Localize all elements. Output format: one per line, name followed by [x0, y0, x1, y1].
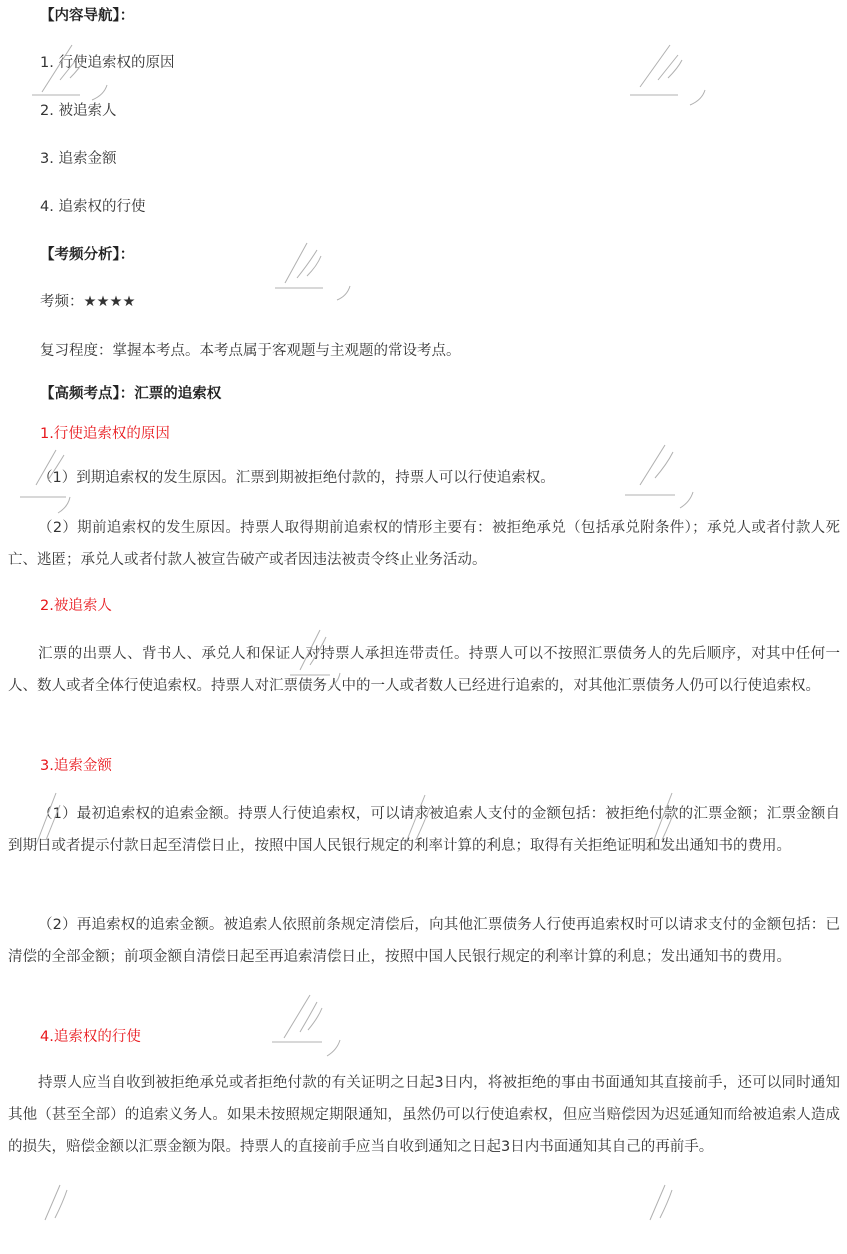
- topic-heading: 【高频考点】：汇票的追索权: [40, 386, 222, 402]
- section-3-paragraph-2: （2）再追索权的追索金额。被追索人依照前条规定清偿后，向其他汇票债务人行使再追索权时可以请求支付的金额包括：已清偿的全部金额；前项金额自清偿日起至再追索清偿日止，按照中国人民银行规定的利率计算的利息；发出通知书的费用。: [8, 917, 840, 965]
- nav-item-2: 2. 被追索人: [40, 103, 117, 119]
- analysis-heading: 【考频分析】：: [40, 247, 135, 263]
- review-level: 复习程度：掌握本考点。本考点属于客观题与主观题的常设考点。: [40, 343, 461, 359]
- section-title-2: 2.被追索人: [40, 598, 112, 614]
- nav-item-1: 1. 行使追索权的原因: [40, 55, 175, 71]
- watermark-icon: [272, 990, 362, 1060]
- watermark-icon: [630, 40, 720, 110]
- watermark-icon: [32, 40, 122, 110]
- section-4-paragraph-1: 持票人应当自收到被拒绝承兑或者拒绝付款的有关证明之日起3日内，将被拒绝的事由书面通知其直接前手，还可以同时通知其他（甚至全部）的追索义务人。如果未按照规定期限通知，虽然仍可以行使追索权，但应当赔偿因为迟延通知而给被追索人造成的损失，赔偿金额以汇票金额为限。持票人的直接前手应当自收到通知之日起3日内书面通知其自己的再前手。: [8, 1075, 840, 1155]
- section-title-3: 3.追索金额: [40, 758, 112, 774]
- section-title-1: 1.行使追索权的原因: [40, 426, 170, 442]
- watermark-icon: [275, 238, 365, 308]
- section-title-4: 4.追索权的行使: [40, 1029, 141, 1045]
- frequency-rating: 考频：★★★★: [40, 294, 136, 310]
- nav-heading: 【内容导航】：: [40, 8, 135, 24]
- nav-item-3: 3. 追索金额: [40, 151, 117, 167]
- section-2-paragraph-1: 汇票的出票人、背书人、承兑人和保证人对持票人承担连带责任。持票人可以不按照汇票债务人的先后顺序，对其中任何一人、数人或者全体行使追索权。持票人对汇票债务人中的一人或者数人已经进行追索的，对其他汇票债务人仍可以行使追索权。: [8, 646, 840, 694]
- section-1-paragraph-2: （2）期前追索权的发生原因。持票人取得期前追索权的情形主要有：被拒绝承兑（包括承兑附条件）；承兑人或者付款人死亡、逃匿；承兑人或者付款人被宣告破产或者因违法被责令终止业务活动。: [8, 520, 840, 568]
- section-3-paragraph-1: （1）最初追索权的追索金额。持票人行使追索权，可以请求被追索人支付的金额包括：被拒绝付款的汇票金额；汇票金额自到期日或者提示付款日起至清偿日止，按照中国人民银行规定的利率计算的利息；取得有关拒绝证明和发出通知书的费用。: [8, 806, 840, 854]
- section-1-paragraph-1: （1）到期追索权的发生原因。汇票到期被拒绝付款的，持票人可以行使追索权。: [38, 470, 555, 486]
- watermark-icon: [640, 1180, 730, 1250]
- watermark-icon: [35, 1180, 125, 1250]
- nav-item-4: 4. 追索权的行使: [40, 199, 146, 215]
